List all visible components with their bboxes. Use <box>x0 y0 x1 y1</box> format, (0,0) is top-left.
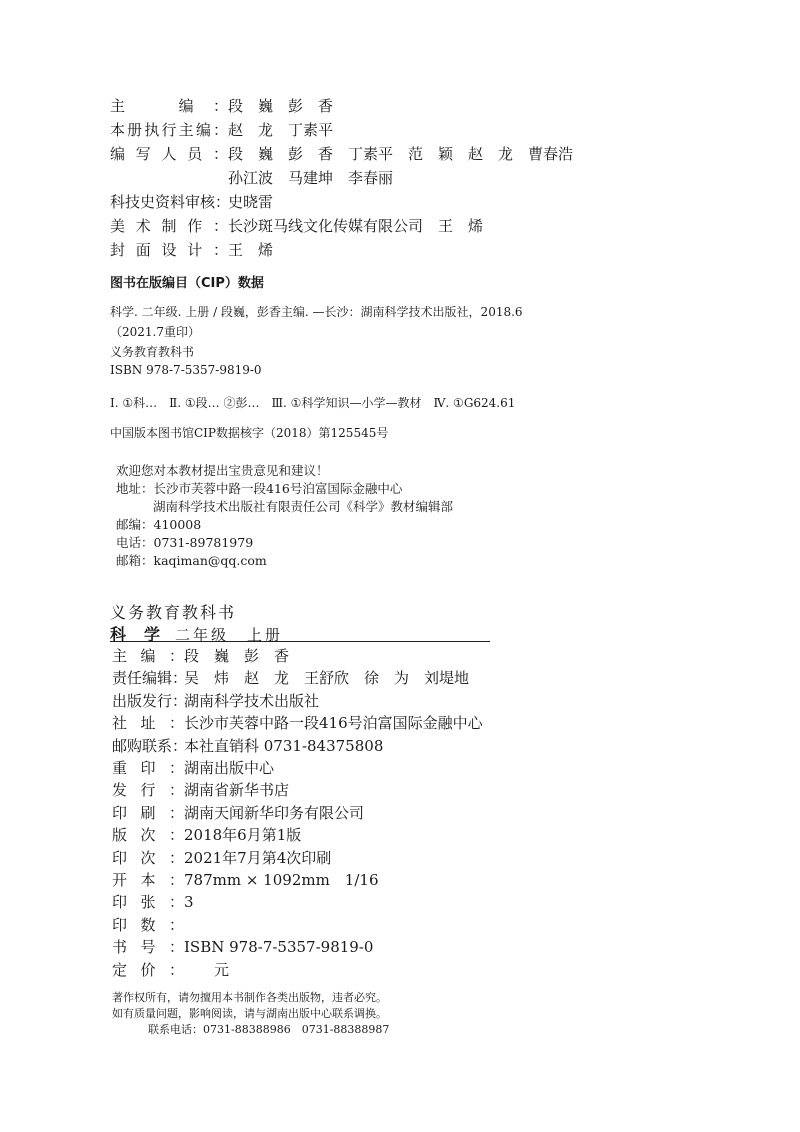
imprint-label: 印数： <box>112 915 184 934</box>
credit-value: 赵 龙 丁素平 <box>228 121 334 139</box>
contact-address-label: 地址： <box>116 481 154 496</box>
footer-quality: 如有质量问题，影响阅读，请与湖南出版中心联系调换。 <box>112 1007 387 1020</box>
imprint-row <box>112 847 483 869</box>
imprint-row <box>112 959 483 981</box>
imprint-value: 2021年7月第4次印刷 <box>184 848 332 867</box>
book-title: 科 学 <box>110 625 162 644</box>
contact-address-row <box>116 480 453 498</box>
imprint-value: 元 <box>184 960 230 979</box>
series-name: 义务教育教科书 <box>110 603 237 622</box>
imprint-label: 出版发行： <box>112 691 188 710</box>
credit-label: 编写人员： <box>110 145 228 163</box>
contact-phone: 电话：0731-89781979 <box>116 535 254 550</box>
contact-welcome: 欢迎您对本教材提出宝贵意见和建议！ <box>116 463 329 478</box>
credit-label: 主 编： <box>110 97 228 115</box>
credit-value: 段 巍 彭 香 <box>228 97 334 115</box>
imprint-label: 印次： <box>112 848 184 867</box>
imprint-value: 长沙市芙蓉中路一段416号泊富国际金融中心 <box>184 714 483 733</box>
footer-phones: 联系电话：0731-88388986 0731-88388987 <box>148 1023 390 1036</box>
credits-block <box>110 94 573 262</box>
imprint-value: 吴 炜 赵 龙 王舒欣 徐 为 刘堤地 <box>184 669 470 688</box>
imprint-label: 社址： <box>112 714 184 733</box>
imprint-label: 责任编辑： <box>112 669 188 688</box>
imprint-value: 段 巍 彭 香 <box>184 647 290 665</box>
credit-row <box>110 94 573 118</box>
credit-row <box>110 166 573 190</box>
cip-line: 科学. 二年级. 上册 / 段巍，彭香主编. —长沙：湖南科学技术出版社，2018.6 <box>110 305 523 319</box>
credit-row <box>110 214 573 238</box>
cip-line: 义务教育教科书 <box>110 345 195 359</box>
imprint-label: 主编： <box>112 647 184 665</box>
credit-label: 科技史资料审核： <box>110 193 231 211</box>
credit-value: 史晓雷 <box>228 193 274 211</box>
imprint-label: 邮购联系： <box>112 736 188 755</box>
imprint-row <box>112 667 483 689</box>
credit-value: 长沙斑马线文化传媒有限公司 王 烯 <box>228 217 484 235</box>
contact-address-1: 长沙市芙蓉中路一段416号泊富国际金融中心 <box>153 481 403 496</box>
footer-copyright: 著作权所有，请勿擅用本书制作各类出版物，违者必究。 <box>112 991 387 1004</box>
imprint-label: 开本： <box>112 871 184 890</box>
cip-line: （2021.7重印） <box>110 325 200 339</box>
imprint-row <box>112 779 483 801</box>
imprint-row <box>112 869 483 891</box>
imprint-row <box>112 645 483 667</box>
credit-label: 美术制作： <box>110 217 228 235</box>
cip-number: 中国版本图书馆CIP数据核字（2018）第125545号 <box>110 426 389 440</box>
imprint-value: 湖南出版中心 <box>184 759 275 778</box>
imprint-value: 2018年6月第1版 <box>184 826 302 845</box>
credit-value: 段 巍 彭 香 丁素平 范 颖 赵 龙 曹春浩 <box>228 145 574 163</box>
credit-value: 孙江波 马建坤 李春丽 <box>228 169 394 187</box>
contact-block <box>116 462 453 570</box>
imprint-value: ISBN 978-7-5357-9819-0 <box>184 938 374 957</box>
credit-row <box>110 238 573 262</box>
cip-title: 图书在版编目（CIP）数据 <box>110 276 264 291</box>
imprint-label: 定价： <box>112 960 184 979</box>
imprint-value: 湖南科学技术出版社 <box>184 691 320 710</box>
cip-line: ISBN 978-7-5357-9819-0 <box>110 363 262 377</box>
imprint-row <box>112 914 483 936</box>
contact-email: 邮箱：kaqiman@qq.com <box>116 553 267 568</box>
imprint-row <box>112 712 483 734</box>
credit-label: 本册执行主编： <box>110 121 228 139</box>
imprint-label: 发行： <box>112 781 184 800</box>
imprint-row <box>112 690 483 712</box>
credit-row <box>110 190 573 214</box>
imprint-row <box>112 936 483 958</box>
imprint-value: 湖南省新华书店 <box>184 781 290 800</box>
credit-value: 王 烯 <box>228 241 274 259</box>
imprint-label: 印刷： <box>112 803 184 822</box>
footer-notice <box>112 990 389 1038</box>
imprint-value: 3 <box>184 893 194 912</box>
credit-label: 封面设计： <box>110 241 228 259</box>
imprint-value: 湖南天闻新华印务有限公司 <box>184 803 365 822</box>
book-subtitle: 二年级 上册 <box>175 626 284 644</box>
imprint-value: 787mm × 1092mm 1/16 <box>184 871 379 890</box>
title-rule <box>110 641 490 642</box>
imprint-label: 重印： <box>112 759 184 778</box>
contact-postcode: 邮编：410008 <box>116 517 202 532</box>
imprint-block <box>112 645 483 981</box>
contact-address-2: 湖南科学技术出版社有限责任公司《科学》教材编辑部 <box>153 499 454 514</box>
imprint-label: 印张： <box>112 893 184 912</box>
imprint-row <box>112 824 483 846</box>
credit-row <box>110 142 573 166</box>
imprint-label: 书号： <box>112 938 184 957</box>
imprint-value: 本社直销科 0731-84375808 <box>184 736 384 755</box>
imprint-label: 版次： <box>112 826 184 845</box>
imprint-row <box>112 891 483 913</box>
imprint-row <box>112 757 483 779</box>
cip-classification: Ⅰ. ①科… Ⅱ. ①段… ②彭… Ⅲ. ①科学知识—小学—教材 Ⅳ. ①G624.61 <box>110 396 516 410</box>
imprint-row <box>112 735 483 757</box>
imprint-row <box>112 802 483 824</box>
credit-row <box>110 118 573 142</box>
